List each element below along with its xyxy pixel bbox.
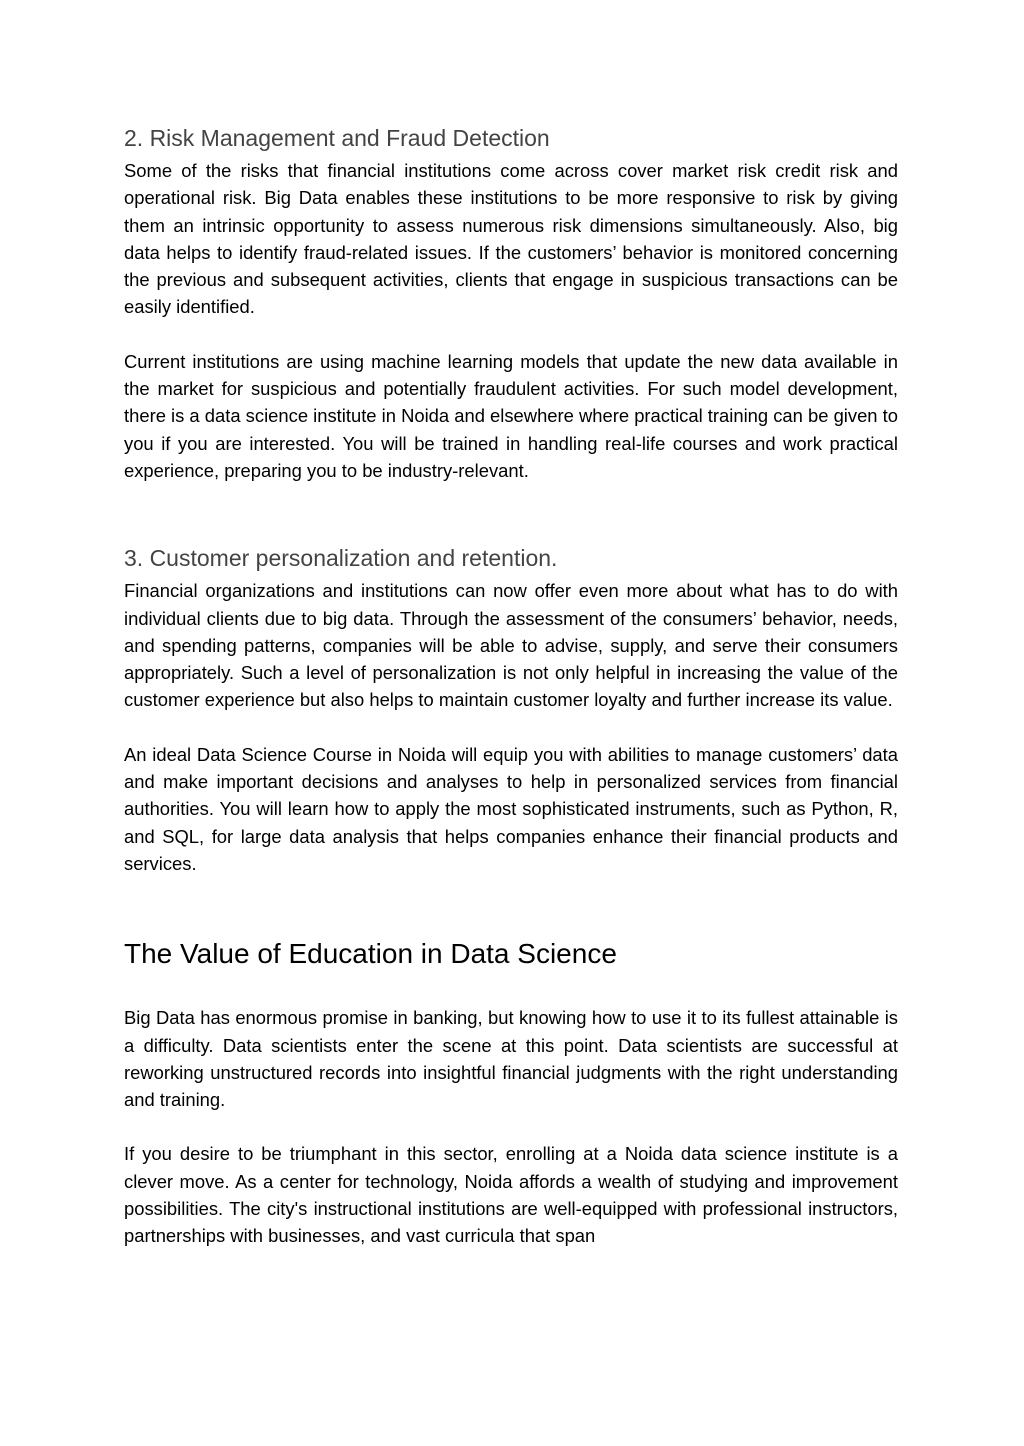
paragraph-personalization-1: Financial organizations and institutions can now offer even more about what has to do with individual clients due to big data. Through the assessment of the consumers’ behavior, needs, and spending patterns, companies will be able to advise, supply, and serve their consumers appropriately. Such a level of personalization is not only helpful in increasing the value of the customer experience but also helps to maintain customer loyalty and further increase its value. [124,580,898,711]
paragraph-risk-1: Some of the risks that financial institutions come across cover market risk credit risk and operational risk. Big Data enables these institutions to be more responsive to risk by giving them an intrinsic opportunity to assess numerous risk dimensions simultaneously. Also, big data helps to identify fraud-related issues. If the customers’ behavior is monitored concerning the previous and subsequent activities, clients that engage in suspicious transactions can be easily identified. [124,160,898,318]
paragraph-education-2: If you desire to be triumphant in this sector, enrolling at a Noida data science institute is a clever move. As a center for technology, Noida affords a wealth of studying and improvement possibilities. The city's instructional institutions are well-equipped with professional instructors, partnerships with businesses, and vast curricula that span [124,1143,898,1247]
paragraph-education-1: Big Data has enormous promise in banking, but knowing how to use it to its fullest attainable is a difficulty. Data scientists enter the scene at this point. Data scientists are successful at reworking unstructured records into insightful financial judgments with the right understanding and training. [124,1007,898,1111]
paragraph-risk-2: Current institutions are using machine learning models that update the new data available in the market for suspicious and potentially fraudulent activities. For such model development, there is a data science institute in Noida and elsewhere where practical training can be given to you if you are interested. You will be trained in handling real-life courses and work practical experience, preparing you to be industry-relevant. [124,350,898,481]
section-heading-customer-personalization: 3. Customer personalization and retention. [124,545,558,572]
document-page [124,122,898,1250]
section-heading-risk-management: 2. Risk Management and Fraud Detection [124,125,550,151]
paragraph-personalization-2: An ideal Data Science Course in Noida will equip you with abilities to manage customers’ data and make important decisions and analyses to help in personalized services from financial authorities. You will learn how to apply the most sophisticated instruments, such as Python, R, and SQL, for large data analysis that helps companies enhance their financial products and services. [124,743,898,874]
section-heading-value-of-education: The Value of Education in Data Science [124,938,617,970]
